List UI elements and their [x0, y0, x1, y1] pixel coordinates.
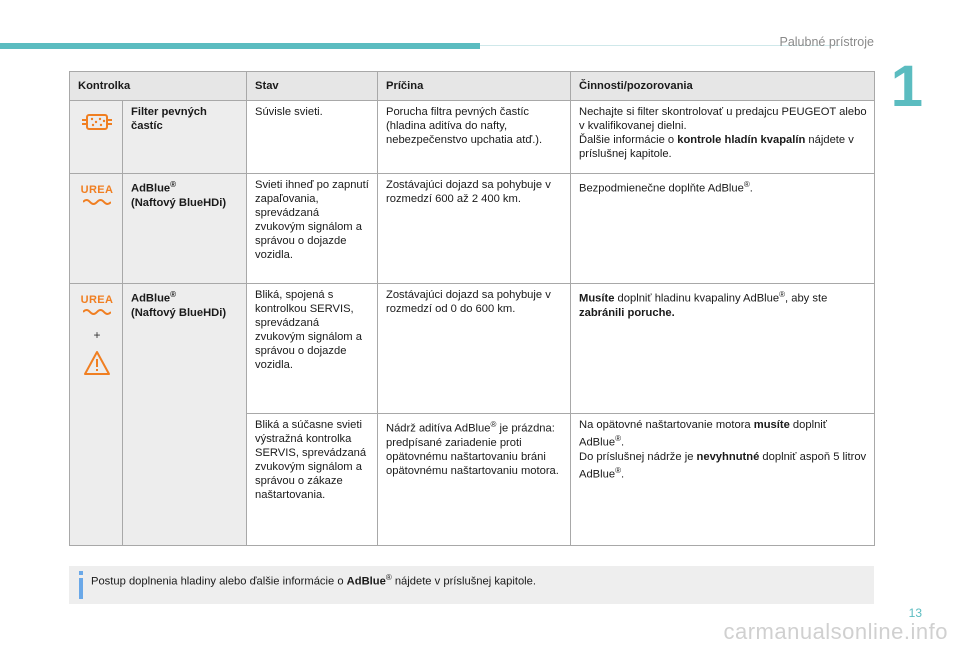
action-cell: Nechajte si filter skontrolovať u predajcu PEUGEOT alebo v kvalifikovanej dielni. Ďalšie informácie o kontrole hladín kvapalín nájdete v príslušnej kapitole. — [571, 101, 875, 174]
table-row — [70, 174, 875, 284]
page-number: 13 — [908, 606, 922, 620]
light-name-sub: (Naftový BlueHDi) — [131, 306, 227, 319]
light-name-sub: častíc — [131, 120, 163, 132]
urea-icon: UREA — [81, 184, 114, 210]
header-kontrolka: Kontrolka — [70, 72, 247, 101]
urea-icon: UREA — [81, 294, 114, 320]
header-accent-bar — [0, 43, 480, 49]
light-name-sub: (Naftový BlueHDi) — [131, 196, 227, 209]
action-cell: Na opätovné naštartovanie motora musíte doplniť AdBlue®. Do príslušnej nádrže je nevyhnutné doplniť aspoň 5 litrov AdBlue®. — [571, 414, 875, 546]
chapter-number: 1 — [890, 54, 923, 119]
warning-lights-table — [69, 71, 875, 546]
table-row — [70, 284, 875, 414]
state-cell: Súvisle svieti. — [247, 101, 378, 174]
cause-cell: Nádrž aditíva AdBlue® je prázdna: predpísané zariadenie proti opätovnému naštartovaniu bráni opätovnému naštartovaniu motora. — [378, 414, 571, 546]
icon-cell — [70, 174, 123, 284]
note-text: Postup doplnenia hladiny alebo ďalšie informácie o AdBlue® nájdete v príslušnej kapitole. — [91, 573, 536, 588]
state-cell: Svieti ihneď po zapnutí zapaľovania, sprevádzaná zvukovým signálom a správou o dojazde vozidla. — [247, 174, 378, 284]
header-stav: Stav — [247, 72, 378, 101]
action-cell: Bezpodmienečne doplňte AdBlue®. — [571, 174, 875, 284]
name-cell — [123, 101, 247, 174]
table-header-row — [70, 72, 875, 101]
info-note — [69, 566, 874, 604]
icon-cell — [70, 101, 123, 174]
cause-cell: Zostávajúci dojazd sa pohybuje v rozmedzí 600 až 2 400 km. — [378, 174, 571, 284]
info-icon — [77, 571, 85, 599]
light-name: Filter pevných — [131, 106, 207, 118]
cause-cell: Zostávajúci dojazd sa pohybuje v rozmedzí od 0 do 600 km. — [378, 284, 571, 414]
header-pricina: Príčina — [378, 72, 571, 101]
watermark: carmanualsonline.info — [723, 619, 948, 644]
cause-cell: Porucha filtra pevných častíc (hladina aditíva do nafty, nebezpečenstvo upchatia atď.). — [378, 101, 571, 174]
section-title: Palubné prístroje — [779, 35, 874, 49]
light-name: AdBlue — [131, 292, 171, 305]
header-cinnosti: Činnosti/pozorovania — [571, 72, 875, 101]
state-cell: Bliká a súčasne svieti výstražná kontrolka SERVIS, sprevádzaná zvukovým signálom a správou o zákaze naštartovania. — [247, 414, 378, 546]
state-cell: Bliká, spojená s kontrolkou SERVIS, sprevádzaná zvukovým signálom a správou o dojazde vozidla. — [247, 284, 378, 414]
icon-cell — [70, 284, 123, 546]
name-cell: AdBlue® (Naftový BlueHDi) — [123, 174, 247, 284]
warning-triangle-icon — [83, 350, 111, 376]
name-cell: AdBlue® (Naftový BlueHDi) — [123, 284, 247, 546]
plus-sign: + — [93, 328, 101, 342]
particle-filter-icon — [81, 111, 113, 133]
table-row — [70, 101, 875, 174]
light-name: AdBlue — [131, 182, 171, 195]
action-cell: Musíte doplniť hladinu kvapaliny AdBlue®, aby ste zabránili poruche. — [571, 284, 875, 414]
